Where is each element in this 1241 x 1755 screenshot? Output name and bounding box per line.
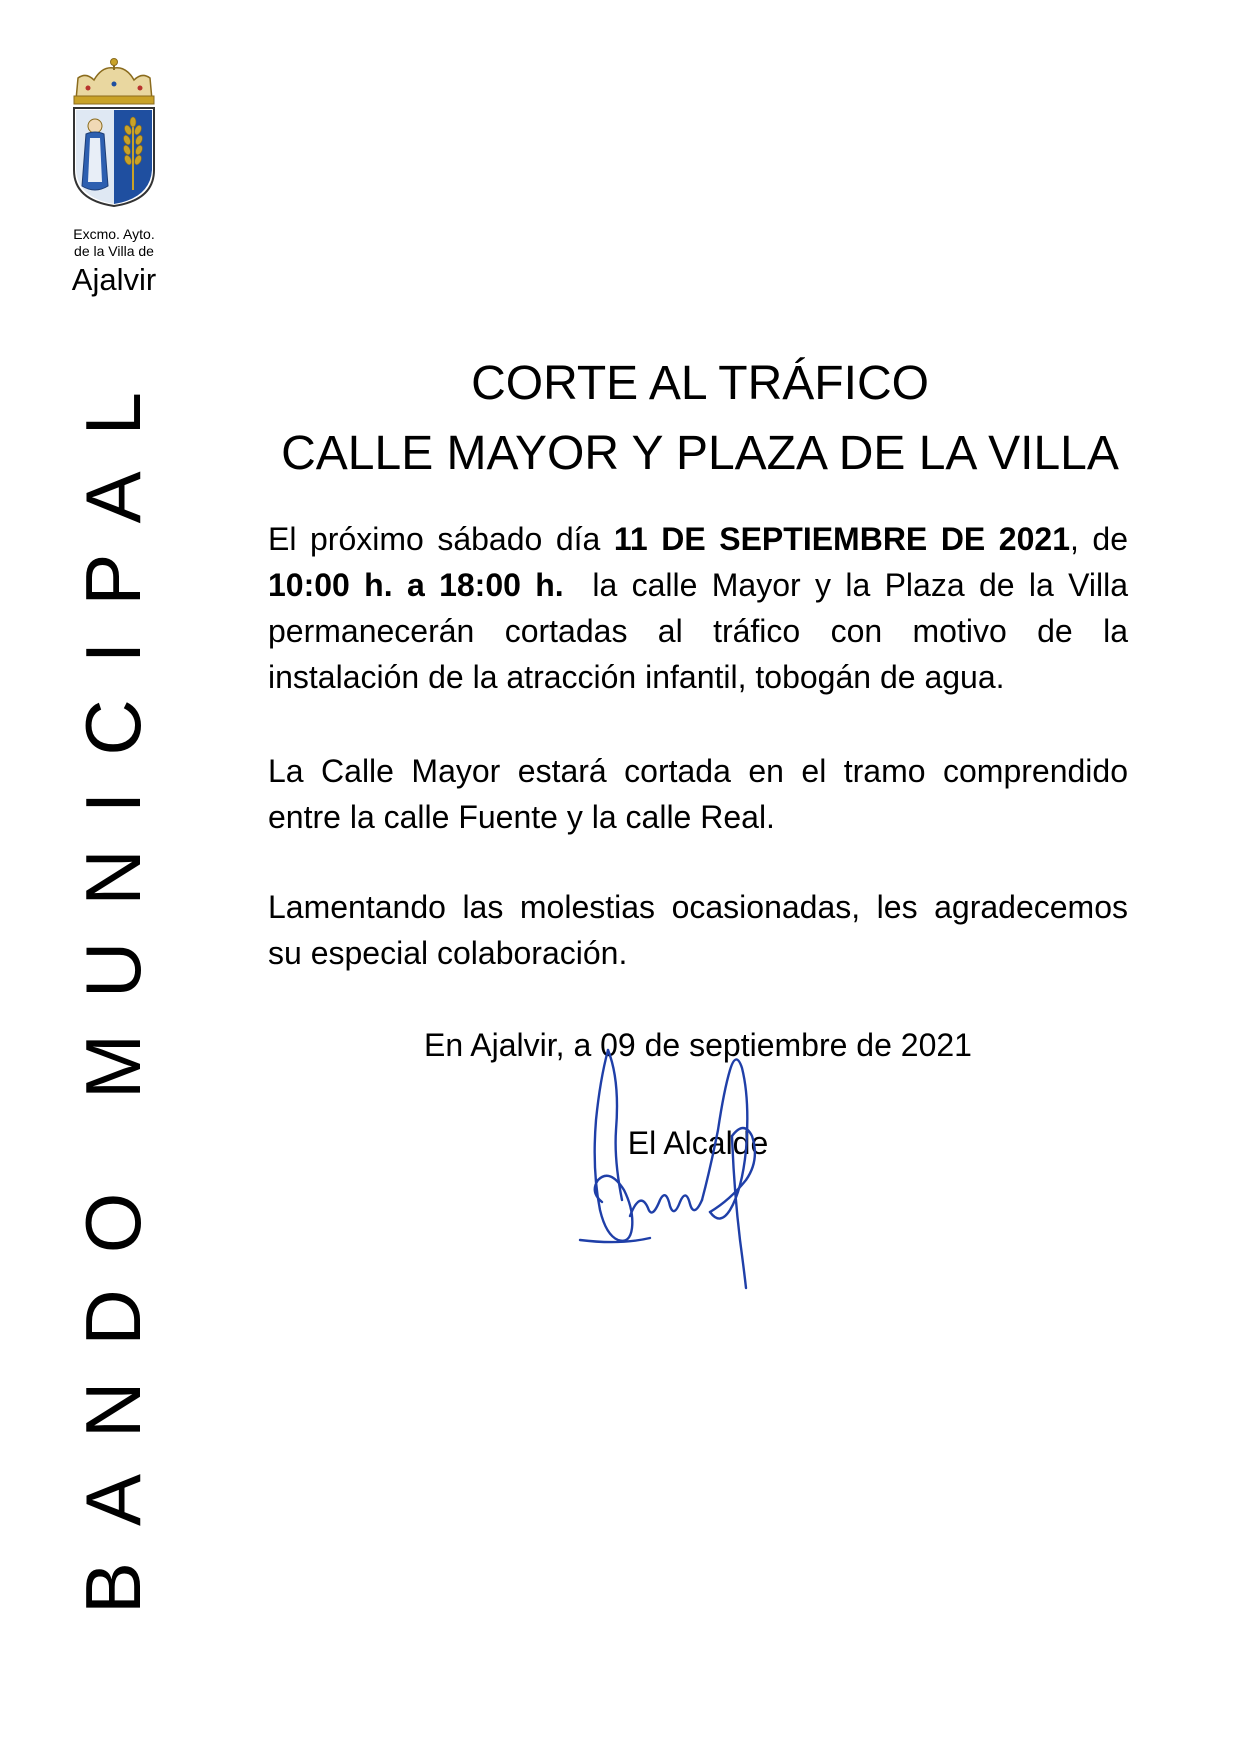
ayto-line-2: de la Villa de: [74, 243, 154, 259]
place-date: En Ajalvir, a 09 de septiembre de 2021: [424, 1027, 972, 1063]
p1-text-b: , de: [1070, 521, 1129, 557]
coat-of-arms-icon: [64, 58, 164, 208]
paragraph-3: Lamentando las molestias ocasionadas, les agradecemos su especial colaboración.: [268, 889, 1128, 971]
p1-text-a: El próximo sábado día: [268, 521, 614, 557]
ayto-name: Ajalvir: [71, 262, 157, 297]
vertical-title-container: [70, 330, 156, 1640]
title-line-1: CORTE AL TRÁFICO: [471, 357, 929, 410]
ayto-line-1: Excmo. Ayto.: [73, 226, 155, 242]
paragraph-2: La Calle Mayor estará cortada en el tramo comprendido entre la calle Fuente y la calle Real.: [268, 753, 1128, 835]
handwritten-signature-icon: [560, 1040, 800, 1300]
paragraph-1: [268, 516, 1137, 700]
p1-hours: 10:00 h. a 18:00 h.: [268, 567, 564, 603]
vertical-title: BANDO MUNICIPAL: [69, 356, 157, 1614]
p1-text-c: la calle Mayor y la Plaza de la Villa permanecerán cortadas al tráfico con motivo de la instalación de la atracción infantil, tobogán de agua.: [268, 567, 1137, 695]
signatory: El Alcalde: [627, 1125, 769, 1161]
crown-icon: [74, 59, 154, 105]
p1-date: 11 DE SEPTIEMBRE DE 2021: [613, 521, 1070, 557]
municipality-label: [40, 226, 188, 299]
title-line-2: CALLE MAYOR Y PLAZA DE LA VILLA: [281, 427, 1119, 480]
